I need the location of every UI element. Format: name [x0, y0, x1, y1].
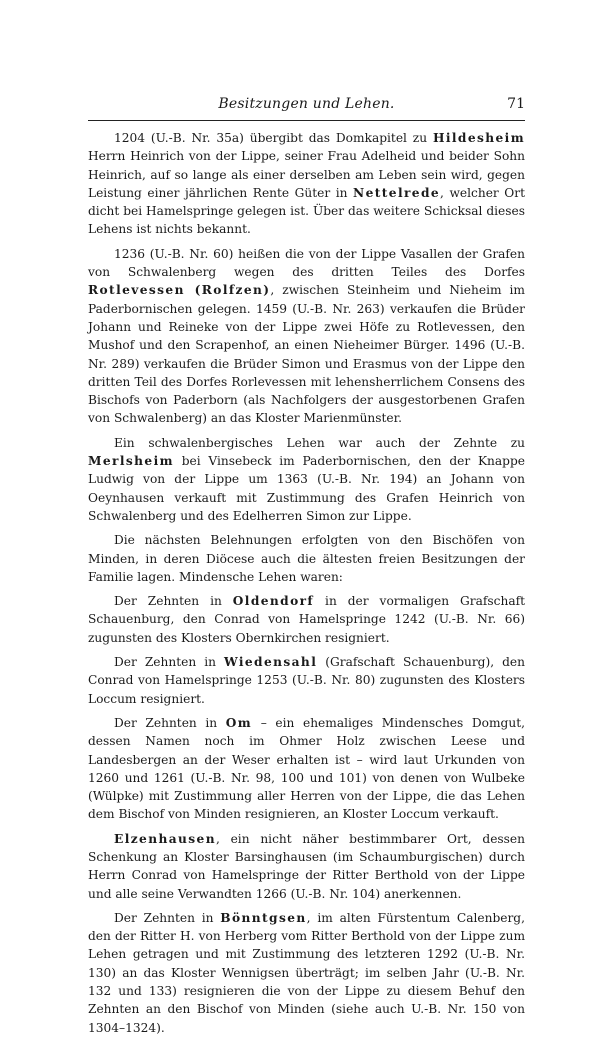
- text-run: in der vormaligen Grafschaft Schauenburg, den Conrad von Hamelspringe 1242 (U.-B. Nr. 66) zugunsten des Klosters Obernkirchen resigniert.: [88, 594, 525, 645]
- text-run: – ein ehemaliges Mindensches Domgut, dessen Namen noch im Ohmer Holz zwischen Leese und Landesbergen an der Weser erhalten ist – wird laut Urkunden von 1260 und 1261 (U.-B. Nr. 98, 100 und 101) von denen von Wulbeke (Wülpke) mit Zustimmung aller Herren von der Lippe, die das Lehen dem Bischof von Minden resignieren, an Kloster Loccum verkauft.: [88, 715, 525, 822]
- text-run: Der Zehnten in: [114, 910, 221, 925]
- text-run: (Grafschaft Schauenburg), den Conrad von Hamelspringe 1253 (U.-B. Nr. 80) zugunsten des Klosters Loccum resigniert.: [88, 655, 525, 706]
- paragraph: [88, 714, 525, 824]
- paragraph: [88, 245, 525, 428]
- place-name: Wiedensahl: [223, 655, 318, 670]
- header-rule: [88, 120, 525, 121]
- page-header: [88, 96, 525, 118]
- paragraph: [88, 129, 525, 239]
- text-run: Der Zehnten in: [114, 655, 224, 670]
- place-name: Bönntgsen: [220, 910, 307, 925]
- paragraph: [88, 653, 525, 708]
- paragraph: [88, 434, 525, 525]
- text-run: Der Zehnten in: [114, 715, 226, 730]
- place-name: Merlsheim: [88, 454, 174, 469]
- place-name: Elzenhausen: [114, 831, 216, 846]
- text-run: , welcher Ort dicht bei Hamelspringe gelegen ist. Über das weitere Schicksal dieses Lehens ist nichts bekannt.: [88, 185, 525, 237]
- text-run: Der Zehnten in: [114, 594, 233, 609]
- place-name: Om: [225, 715, 253, 730]
- running-title: Besitzungen und Lehen.: [218, 96, 395, 112]
- paragraph: [88, 909, 525, 1037]
- paragraph: [88, 830, 525, 903]
- place-name: Nettelrede: [353, 185, 441, 200]
- text-run: 1236 (U.-B. Nr. 60) heißen die von der Lippe Vasallen der Grafen von Schwalenberg wegen des dritten Teiles des Dorfes: [88, 246, 525, 280]
- text-run: bei Vinsebeck im Paderbornischen, den der Knappe Ludwig von der Lippe um 1363 (U.-B. Nr. 194) an Johann von Oeynhausen verkauft mit Zustimmung des Grafen Heinrich von Schwalenberg und des Edelherren Simon zur Lippe.: [88, 454, 525, 523]
- text-run: 1204 (U.-B. Nr. 35a) übergibt das Domkapitel zu: [114, 131, 433, 145]
- place-name: Hildesheim: [432, 131, 525, 145]
- text-run: , ein nicht näher bestimmbarer Ort, dessen Schenkung an Kloster Barsinghausen (im Schaumburgischen) durch Herrn Conrad von Hamelspringe der Ritter Berthold von der Lippe und alle seine Verwandten 1266 (U.-B. Nr. 104) anerkennen.: [88, 831, 525, 901]
- text-run: Ein schwalenbergisches Lehen war auch der Zehnte zu: [114, 435, 525, 450]
- place-name: Rotlevessen (Rolfzen): [88, 283, 271, 298]
- text-run: , im alten Fürstentum Calenberg, den der Ritter H. von Herberg vom Ritter Berthold von der Lippe zum Lehen getragen und mit Zustimmung des letzteren 1292 (U.-B. Nr. 130) an das Kloster Wennigsen überträgt; im selben Jahr (U.-B. Nr. 132 und 133) resignieren die von der Lippe zu diesem Behuf den Zehnten an den Bischof von Minden (siehe auch U.-B. Nr. 150 von 1304–1324).: [88, 910, 525, 1035]
- place-name: Oldendorf: [232, 594, 315, 609]
- paragraph: [88, 531, 525, 586]
- text-run: Die nächsten Belehnungen erfolgten von den Bischöfen von Minden, in deren Diöcese auch die ältesten freien Besitzungen der Familie lagen. Mindensche Lehen waren:: [88, 533, 525, 584]
- paragraph: [88, 592, 525, 647]
- text-run: Herrn Heinrich von der Lippe, seiner Frau Adelheid und beider Sohn Heinrich, auf so lange als einer derselben am Leben sein wird, gegen Leistung einer jährlichen Rente Güter in: [88, 149, 525, 200]
- text-run: , zwischen Steinheim und Nieheim im Paderbornischen gelegen. 1459 (U.-B. Nr. 263) verkaufen die Brüder Johann und Reineke von der Lippe zwei Höfe zu Rotlevessen, den Mushof und den Scrapenhof, an einen Nieheimer Bürger. 1496 (U.-B. Nr. 289) verkaufen die Brüder Simon und Erasmus von der Lippe den dritten Teil des Dorfes Rorlevessen mit lehensherrlichem Consens des Bischofs von Paderborn (als Nachfolgers der ausgestorbenen Grafen von Schwalenberg) an das Kloster Marienmünster.: [88, 283, 525, 426]
- page-number: 71: [507, 96, 525, 112]
- body-text: [88, 129, 525, 1043]
